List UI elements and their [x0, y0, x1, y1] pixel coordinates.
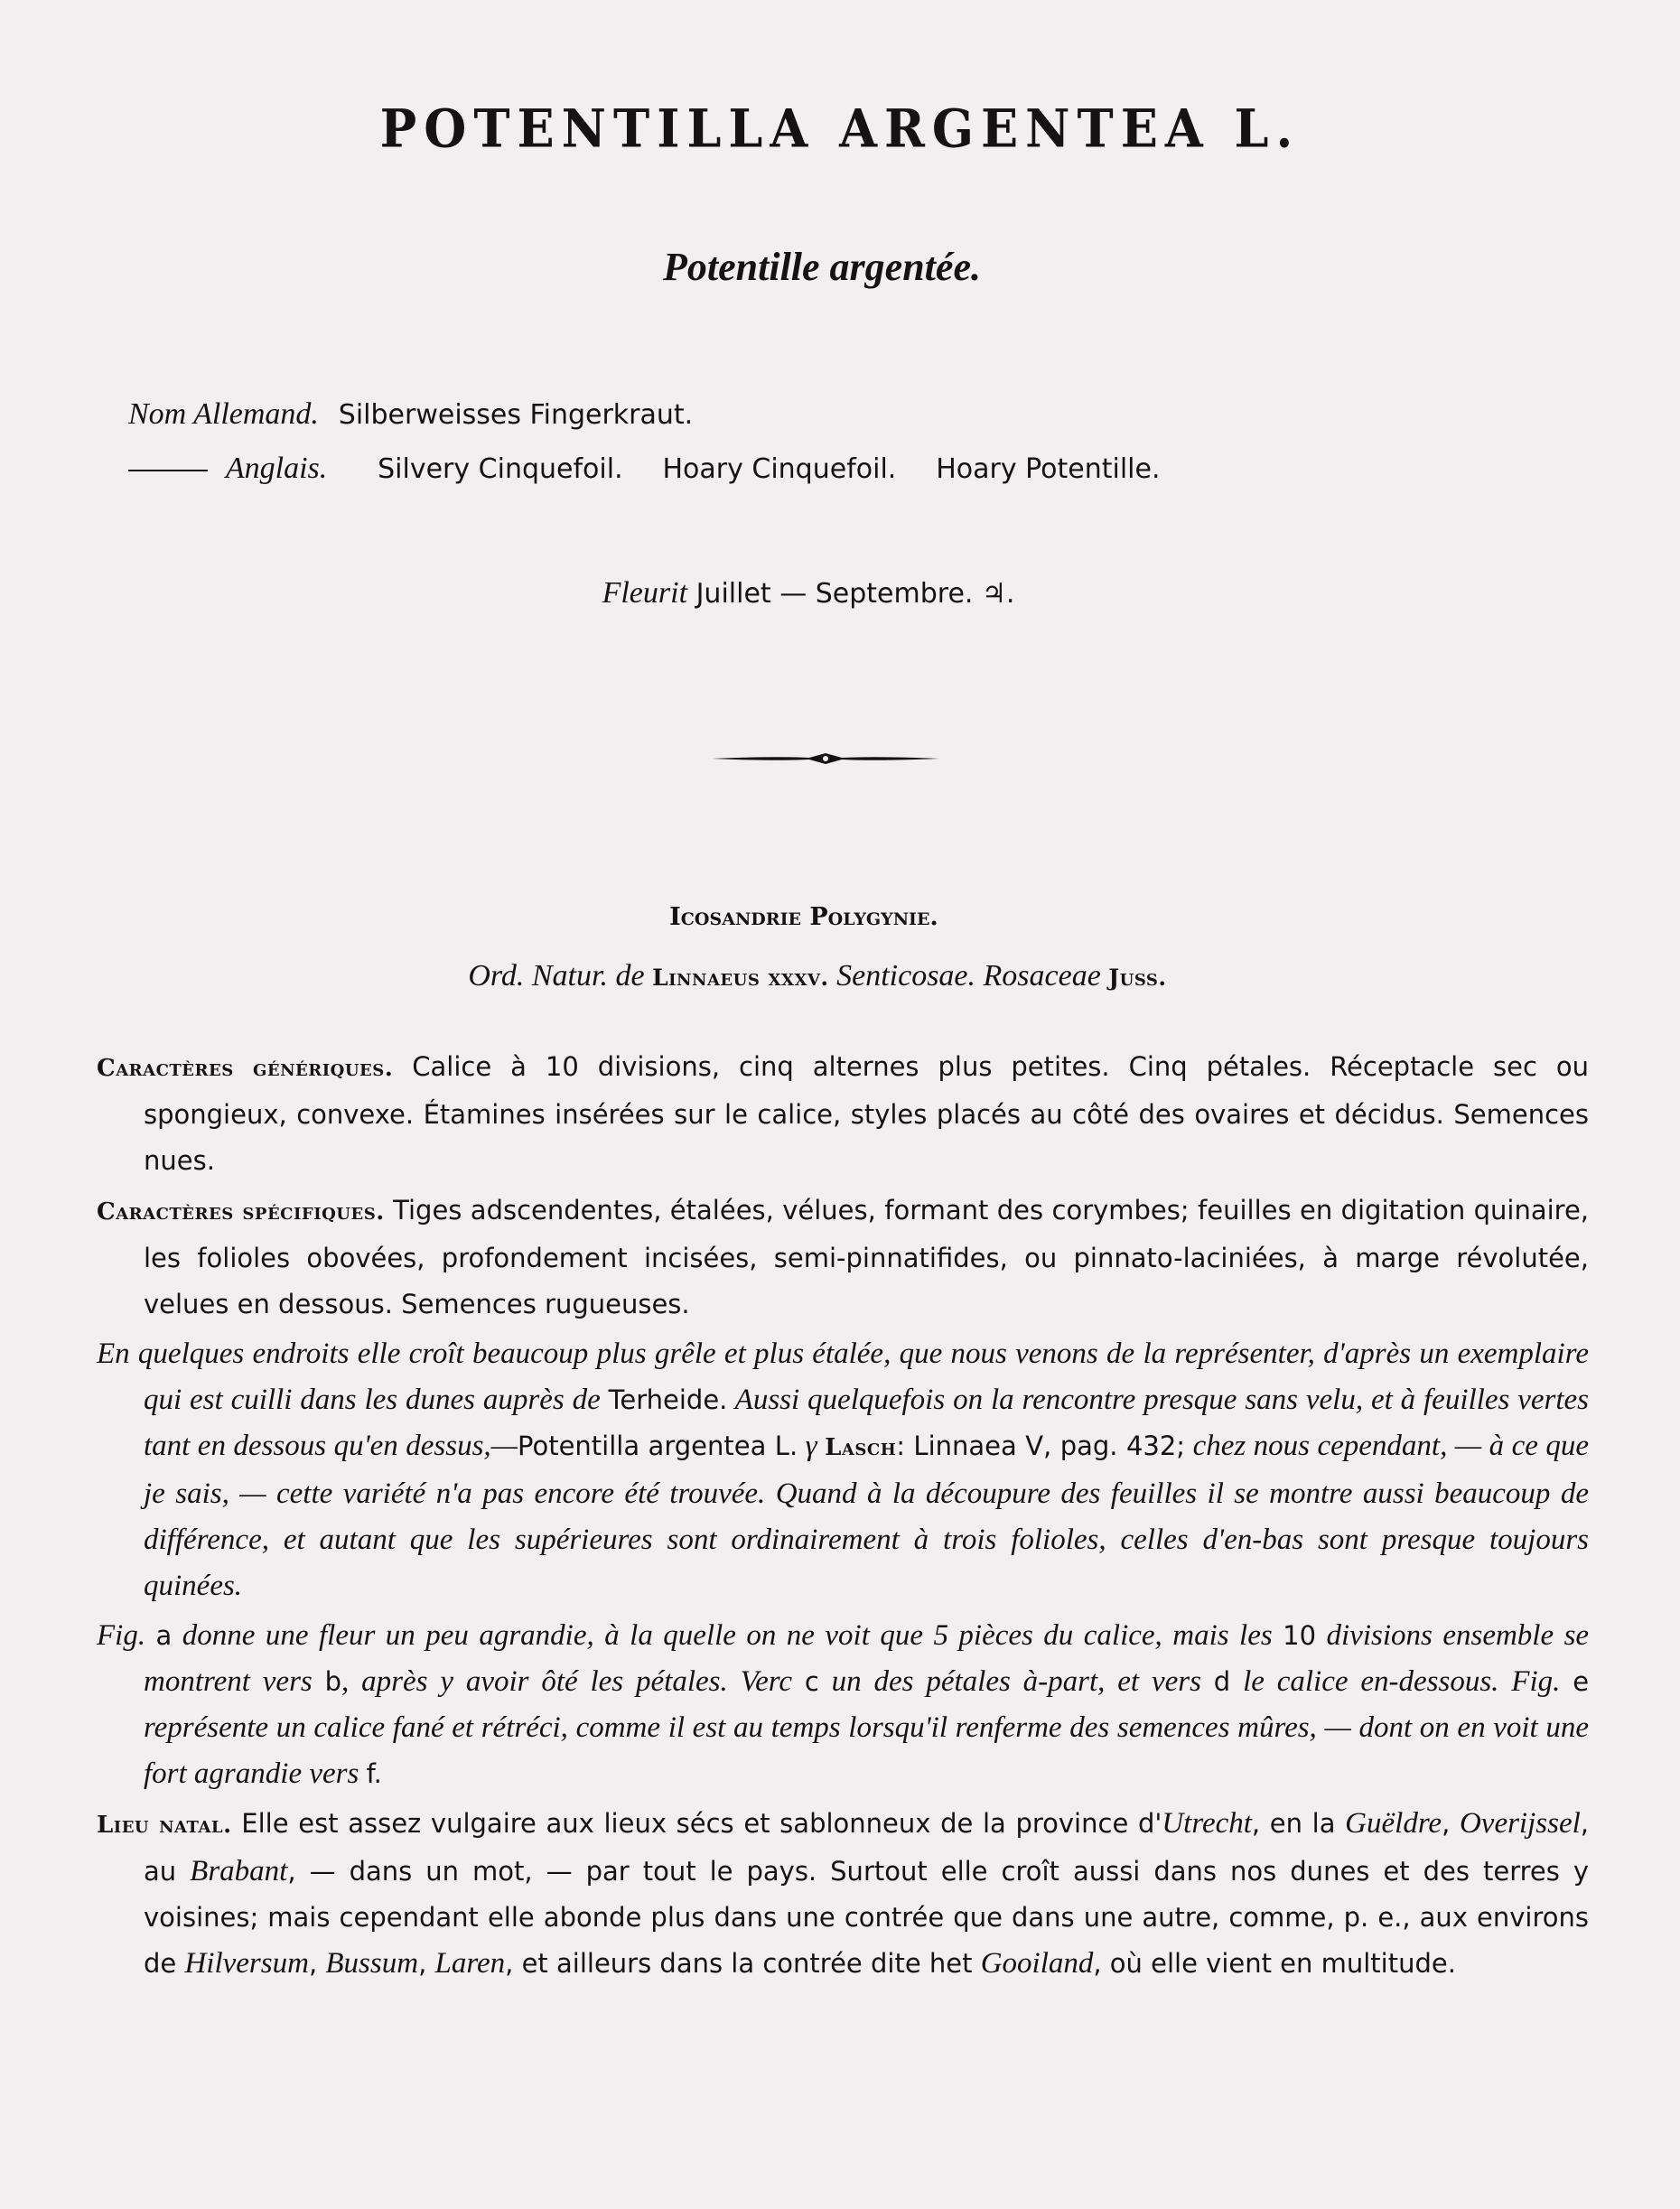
figure-explanation — [97, 1613, 1589, 1797]
fig-d: d — [1213, 1666, 1231, 1697]
place-utrecht: Utrecht — [1162, 1807, 1252, 1840]
page-title: POTENTILLA ARGENTEA L. — [379, 97, 1301, 160]
variety-name: Potentilla argentea L. — [518, 1431, 798, 1461]
variety-author: Lasch — [825, 1434, 897, 1461]
variety-place: Terheide. — [608, 1384, 728, 1415]
german-value: Silberweisses Fingerkraut. — [338, 399, 694, 431]
variety-text-1: En quelques endroits elle croît beaucoup plus grêle et plus étalée, que nous venons de la représenter, d'après un exemplaire qui est cuilli dans les dunes auprès de — [97, 1338, 1589, 1416]
place-bussum: Bussum — [325, 1947, 419, 1980]
ditto-dash — [128, 470, 208, 471]
place-hilversum: Hilversum — [184, 1947, 309, 1980]
place-gueldre: Guëldre — [1345, 1807, 1442, 1840]
generic-label: Caractères génériques. — [97, 1055, 394, 1082]
specific-text: Tiges adscendentes, étalées, vélues, formant des corymbes; feuilles en digitation quinaire, les folioles obovées, profondement incisées, semi-pinnatifides, ou pinnato-laciniées, à marge révolutée, velues en dessous. Semences rugueuses. — [144, 1195, 1589, 1319]
specific-label: Caractères spécifiques. — [97, 1198, 385, 1226]
habitat — [97, 1801, 1589, 1987]
german-label: Nom Allemand. — [128, 397, 319, 431]
habitat-label: Lieu natal. — [97, 1812, 232, 1839]
fig-text-3: , après y avoir ôté les pétales. Verc — [341, 1665, 792, 1698]
flowering-value: Juillet — Septembre. ♃. — [695, 578, 1015, 610]
generic-characters — [97, 1044, 1589, 1184]
description-body — [97, 1044, 1589, 1990]
english-label: Anglais. — [225, 452, 328, 485]
english-value-1: Silvery Cinquefoil. — [378, 453, 623, 485]
fig-a: a — [155, 1620, 173, 1651]
fig-text-2: divisions ensemble se montrent vers — [144, 1619, 1590, 1698]
place-gooiland: Gooiland — [980, 1947, 1094, 1980]
fig-label: Fig. — [97, 1619, 146, 1652]
place-laren: Laren — [434, 1947, 506, 1980]
english-value-3: Hoary Potentille. — [936, 453, 1161, 485]
flowering-line — [0, 576, 1617, 611]
variety-note — [97, 1331, 1589, 1609]
place-overijssel: Overijssel — [1459, 1807, 1581, 1840]
fig-e: e — [1573, 1666, 1590, 1697]
variety-gamma: γ — [805, 1430, 817, 1462]
place-brabant: Brabant — [190, 1855, 288, 1887]
fig-text-4: un des pétales à-part, et vers — [831, 1665, 1201, 1698]
fig-b: b — [324, 1666, 342, 1697]
fig-f: f. — [366, 1758, 382, 1789]
habitat-text-1: Elle est assez vulgaire aux lieux sécs et sablonneux de la province d' — [241, 1808, 1162, 1839]
habitat-sep-1: , — [1442, 1808, 1451, 1839]
fig-c: c — [804, 1666, 819, 1697]
habitat-text-2: , en la — [1251, 1808, 1336, 1839]
habitat-text-6: , où elle vient en multitude. — [1093, 1948, 1456, 1979]
fig-ten: 10 — [1283, 1620, 1317, 1651]
flowering-label: Fleurit — [602, 576, 688, 610]
variety-text-2: Aussi quelquefois on la rencontre presque sans velu, et à feuilles vertes tant en dessous qu'en dessus,— — [144, 1384, 1589, 1462]
natural-order — [0, 959, 1635, 993]
habitat-sep-2: , — [308, 1948, 318, 1979]
habitat-sep-3: , — [418, 1948, 427, 1979]
variety-reference: : Linnaea V, pag. 432; — [896, 1431, 1186, 1461]
common-names — [128, 397, 1160, 506]
habitat-text-3: , au — [144, 1808, 1589, 1887]
german-name-row — [128, 397, 1160, 452]
order-author: Linnaeus xxxv. — [652, 965, 829, 991]
fig-text-5: le calice en-dessous. — [1243, 1665, 1499, 1698]
specific-characters — [97, 1188, 1589, 1328]
fig-label-2: Fig. — [1511, 1665, 1561, 1698]
order-family: Senticosae. Rosaceae — [836, 959, 1101, 993]
generic-text: Calice à 10 divisions, cinq alternes plus petites. Cinq pétales. Réceptacle sec ou spongieux, convexe. Étamines insérées sur le calice, styles placés au côté des ovaires et décidus. Semences nues. — [144, 1051, 1590, 1176]
fig-text-1: donne une fleur un peu agrandie, à la quelle on ne voit que 5 pièces du calice, mais les — [182, 1619, 1273, 1652]
english-value-2: Hoary Cinquefoil. — [662, 453, 897, 485]
habitat-text-4: , — dans un mot, — par tout le pays. Surtout elle croît aussi dans nos dunes et des terres y voisines; mais cependant elle abonde plus dans une contrée que dans une autre, comme, p. e., aux environs de — [144, 1856, 1590, 1979]
english-name-row — [128, 452, 1160, 506]
french-name: Potentille argentée. — [663, 245, 981, 289]
linnaean-class: Icosandrie Polygynie. — [669, 903, 938, 931]
order-family-author: Juss. — [1108, 965, 1167, 991]
ornament-divider — [710, 748, 941, 769]
variety-text-3: chez nous cependant, — à ce que je sais, — cette variété n'a pas encore été trouvée. Quand à la découpure des feuilles il se montre aussi beaucoup de différence, et autant que les supérieures sont ordinairement à trois folioles, celles d'en-bas sont presque toujours quinées. — [144, 1430, 1589, 1602]
order-prefix: Ord. Natur. de — [468, 959, 645, 993]
fig-text-6: représente un calice fané et rétréci, comme il est au temps lorsqu'il renferme des semences mûres, — dont on en voit une fort agrandie vers — [144, 1711, 1589, 1790]
habitat-text-5: , et ailleurs dans la contrée dite het — [505, 1948, 973, 1979]
